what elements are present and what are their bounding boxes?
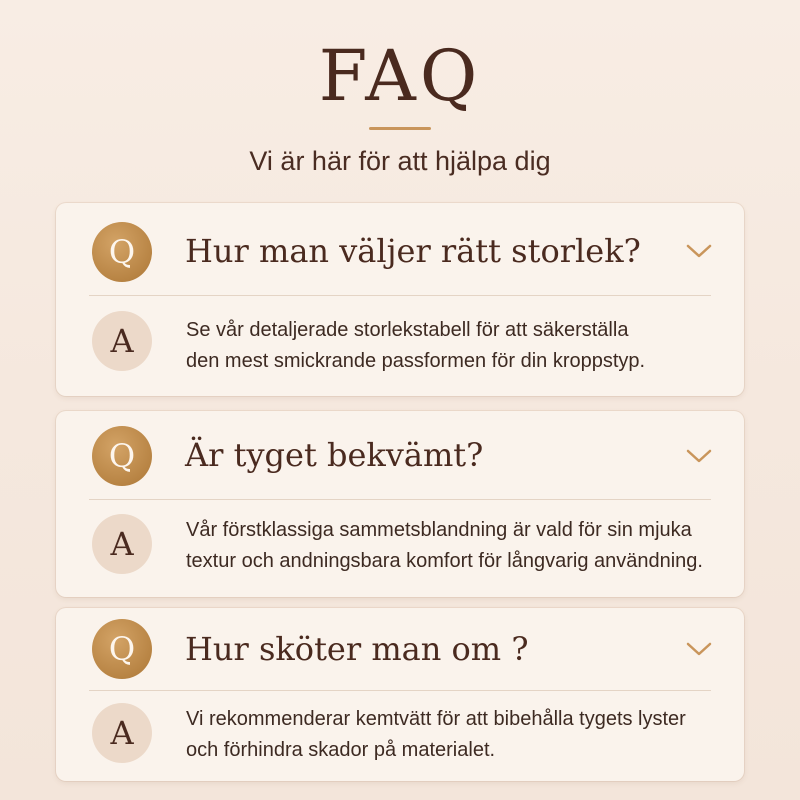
title-divider xyxy=(369,127,431,130)
faq-question: Hur sköter man om ? xyxy=(185,630,529,668)
faq-separator xyxy=(89,295,711,296)
answer-badge: A xyxy=(92,311,152,371)
question-badge: Q xyxy=(92,222,152,282)
faq-answer-line: den mest smickrande passformen för din kroppstyp. xyxy=(186,350,646,372)
page-subtitle: Vi är här för att hjälpa dig xyxy=(249,146,551,176)
faq-answer-line: Vi rekommenderar kemtvätt för att bibehålla tygets lyster xyxy=(186,708,686,730)
question-badge: Q xyxy=(92,426,152,486)
faq-answer xyxy=(186,704,736,766)
faq-question: Är tyget bekvämt? xyxy=(185,436,484,474)
chevron-down-icon[interactable] xyxy=(686,448,712,464)
faq-answer xyxy=(186,315,736,377)
faq-question-toggle[interactable] xyxy=(56,411,744,499)
question-badge: Q xyxy=(92,619,152,679)
faq-question-toggle[interactable] xyxy=(56,203,744,295)
answer-badge: A xyxy=(92,703,152,763)
faq-answer-line: Vår förstklassiga sammetsblandning är vald för sin mjuka xyxy=(186,519,692,541)
faq-item xyxy=(56,411,744,597)
faq-answer-line: Se vår detaljerade storlekstabell för att säkerställa xyxy=(186,319,629,341)
faq-item xyxy=(56,608,744,781)
faq-separator xyxy=(89,690,711,691)
faq-question: Hur man väljer rätt storlek? xyxy=(185,232,641,270)
chevron-down-icon[interactable] xyxy=(686,641,712,657)
chevron-down-icon[interactable] xyxy=(686,243,712,259)
faq-answer xyxy=(186,515,736,577)
faq-item xyxy=(56,203,744,396)
faq-answer-line: textur och andningsbara komfort för långvarig användning. xyxy=(186,550,703,572)
answer-badge: A xyxy=(92,514,152,574)
page-title: FAQ xyxy=(318,35,482,117)
faq-question-toggle[interactable] xyxy=(56,608,744,690)
faq-answer-line: och förhindra skador på materialet. xyxy=(186,739,496,761)
faq-separator xyxy=(89,499,711,500)
